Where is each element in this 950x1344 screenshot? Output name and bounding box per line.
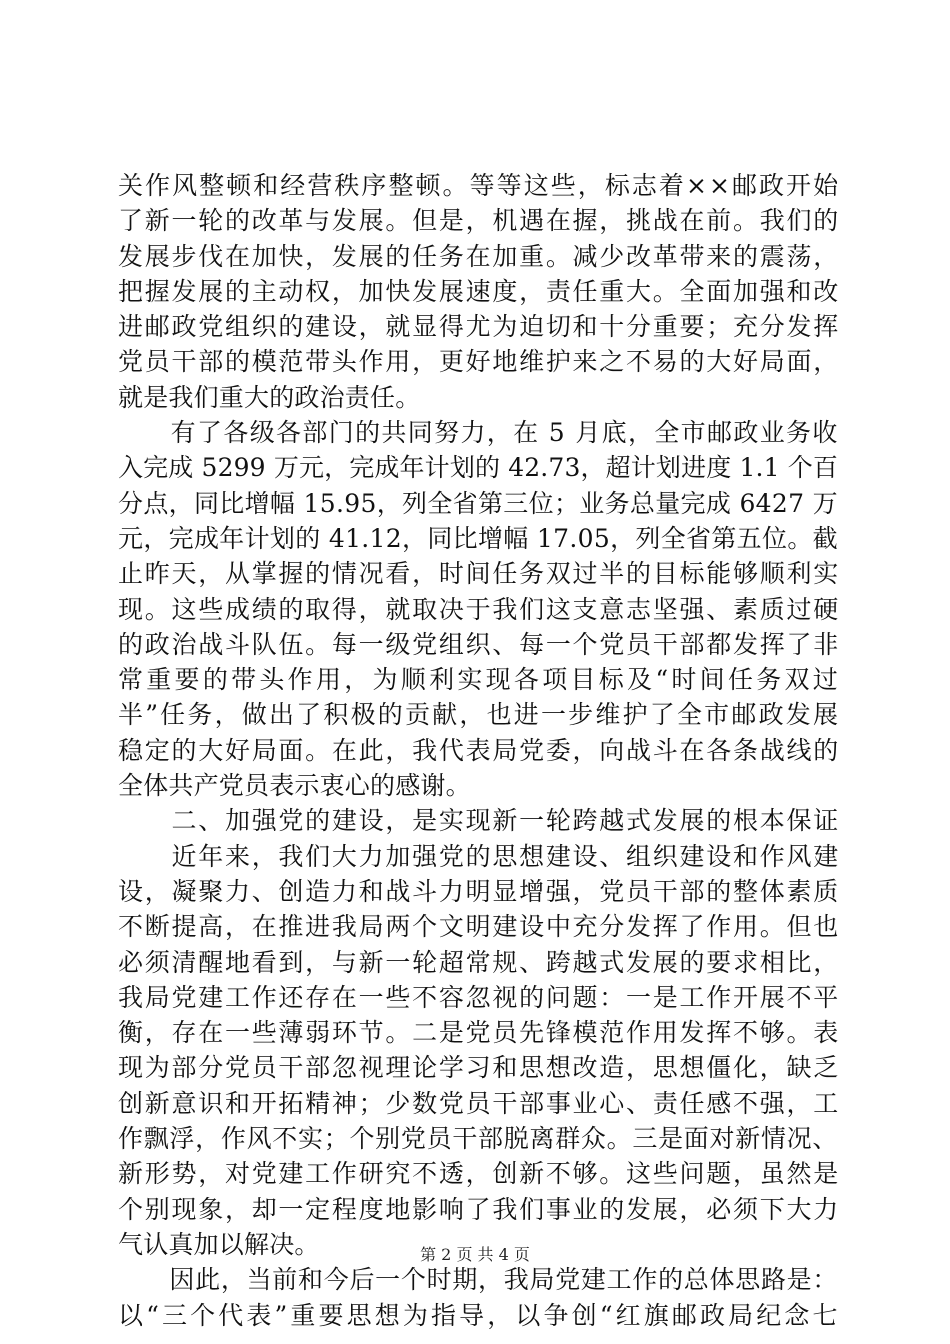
text-line: 二、加强党的建设，是实现新一轮跨越式发展的根本保证: [118, 806, 840, 836]
text-line: 因此，当前和今后一个时期，我局党建工作的总体思路是：: [118, 1265, 839, 1295]
text-line: 止昨天，从掌握的情况看，时间任务双过半的目标能够顺利实: [118, 559, 840, 589]
text-line: 新形势，对党建工作研究不透，创新不够。这些问题，虽然是: [118, 1159, 840, 1189]
text-line: 作飘浮，作风不实；个别党员干部脱离群众。三是面对新情况、: [118, 1124, 839, 1154]
text-line: 不断提高，在推进我局两个文明建设中充分发挥了作用。但也: [118, 912, 840, 942]
text-line: 关作风整顿和经营秩序整顿。等等这些，标志着××邮政开始: [118, 171, 841, 200]
text-line: 创新意识和开拓精神；少数党员干部事业心、责任感不强，工: [118, 1088, 840, 1118]
text-line: 入完成 5299 万元，完成年计划的 42.73，超计划进度 1.1 个百: [118, 453, 839, 483]
text-line: 就是我们重大的政治责任。: [118, 382, 421, 412]
text-line: 衡，存在一些薄弱环节。二是党员先锋模范作用发挥不够。表: [118, 1018, 840, 1048]
text-line: 把握发展的主动权，加快发展速度，责任重大。全面加强和改: [118, 276, 840, 306]
text-line: 发展步伐在加快，发展的任务在加重。减少改革带来的震荡，: [118, 241, 840, 271]
text-line: 设，凝聚力、创造力和战斗力明显增强，党员干部的整体素质: [118, 876, 840, 906]
text-line: 元，完成年计划的 41.12，同比增幅 17.05，列全省第五位。截: [118, 523, 838, 553]
text-line: 的政治战斗队伍。每一级党组织、每一个党员干部都发挥了非: [118, 629, 840, 659]
text-line: 了新一轮的改革与发展。但是，机遇在握，挑战在前。我们的: [118, 206, 840, 236]
text-line: 党员干部的模范带头作用，更好地维护来之不易的大好局面，: [118, 347, 840, 377]
text-line: 我局党建工作还存在一些不容忽视的问题：一是工作开展不平: [118, 982, 840, 1012]
text-line: 有了各级各部门的共同努力，在 5 月底，全市邮政业务收: [118, 418, 839, 448]
text-line: 稳定的大好局面。在此，我代表局党委，向战斗在各条战线的: [118, 735, 840, 765]
body-text: [118, 168, 842, 1333]
text-line: 近年来，我们大力加强党的思想建设、组织建设和作风建: [118, 841, 840, 871]
text-line: 半”任务，做出了积极的贡献，也进一步维护了全市邮政发展: [118, 700, 841, 730]
text-line: 现。这些成绩的取得，就取决于我们这支意志坚强、素质过硬: [118, 594, 840, 624]
page-footer: 第 2 页 共 4 页: [420, 1245, 530, 1264]
text-line: 进邮政党组织的建设，就显得尤为迫切和十分重要；充分发挥: [118, 312, 840, 342]
text-line: 常重要的带头作用，为顺利实现各项目标及“时间任务双过: [118, 665, 842, 695]
text-line: 个别现象，却一定程度地影响了我们事业的发展，必须下大力: [118, 1194, 840, 1224]
text-line: 气认真加以解决。: [118, 1229, 320, 1259]
text-line: 以“三个代表”重要思想为指导，以争创“红旗邮政局纪念七: [118, 1300, 841, 1330]
text-line: 现为部分党员干部忽视理论学习和思想改造，思想僵化，缺乏: [118, 1053, 840, 1083]
text-line: 必须清醒地看到，与新一轮超常规、跨越式发展的要求相比，: [118, 947, 840, 977]
text-line: 分点，同比增幅 15.95，列全省第三位；业务总量完成 6427 万: [118, 488, 838, 518]
text-line: 全体共产党员表示衷心的感谢。: [118, 771, 471, 801]
